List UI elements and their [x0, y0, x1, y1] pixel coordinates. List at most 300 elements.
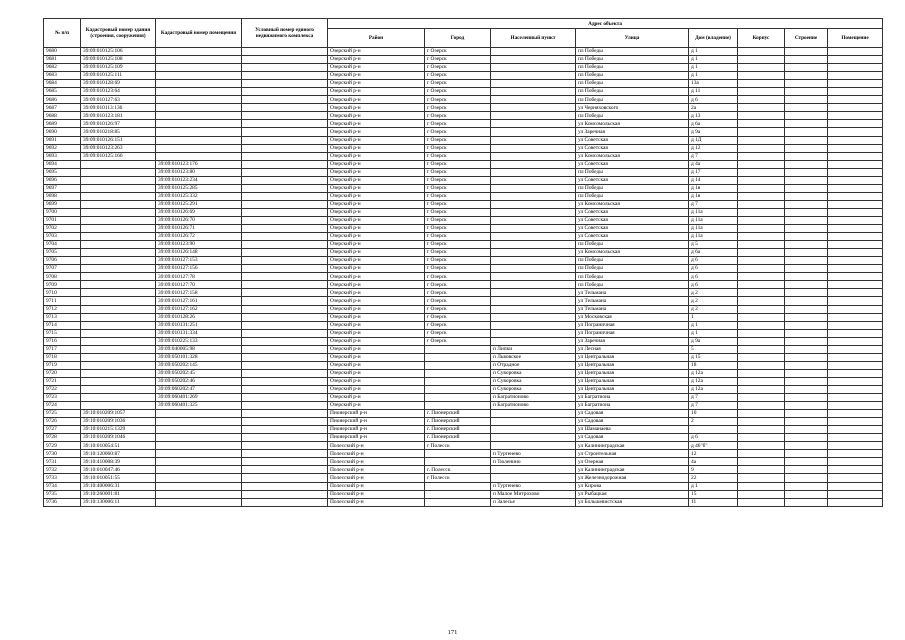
cell-cadastral-room [156, 474, 242, 482]
cell-korpus [738, 490, 785, 498]
cell-conditional-number [242, 281, 328, 289]
cell-conditional-number [242, 265, 328, 273]
table-row [44, 482, 883, 490]
cell-pomeschenie [828, 56, 883, 64]
cell-city [425, 385, 491, 393]
cell-city: г Озерск [425, 329, 491, 337]
cell-conditional-number [242, 305, 328, 313]
cell-cadastral-building [81, 225, 156, 233]
cell-pomeschenie [828, 313, 883, 321]
cell-pomeschenie [828, 88, 883, 96]
cell-cadastral-room: 39:09:010127:156 [156, 265, 242, 273]
cell-cadastral-room [156, 112, 242, 120]
cell-city: г Полесск [425, 474, 491, 482]
cell-cadastral-room: 39:09:010125:332 [156, 192, 242, 200]
cell-stroenie [785, 490, 828, 498]
cell-pomeschenie [828, 450, 883, 458]
cell-cadastral-room [156, 498, 242, 506]
cell-house: д 6 [689, 257, 738, 265]
cell-stroenie [785, 450, 828, 458]
cell-cadastral-room: 39:09:010127:78 [156, 273, 242, 281]
cell-street: ул Большевистская [576, 498, 689, 506]
cell-house: д 11а [689, 233, 738, 241]
cell-cadastral-room: 39:09:060401:325 [156, 402, 242, 410]
cell-house: д 13 [689, 112, 738, 120]
table-row [44, 72, 883, 80]
table-row [44, 225, 883, 233]
cell-stroenie [785, 434, 828, 442]
cell-settlement [491, 56, 576, 64]
cell-settlement [491, 410, 576, 418]
cell-cadastral-building: 39:10:260001:81 [81, 490, 156, 498]
cell-cadastral-room [156, 128, 242, 136]
cell-street: ул Советская [576, 136, 689, 144]
cell-cadastral-building: 39:09:010125:166 [81, 152, 156, 160]
cell-house: д 6 [689, 265, 738, 273]
table-row [44, 498, 883, 506]
cell-pomeschenie [828, 184, 883, 192]
cell-cadastral-room [156, 64, 242, 72]
cell-city [425, 369, 491, 377]
cell-cadastral-room [156, 88, 242, 96]
cell-house: д 7 [689, 200, 738, 208]
cell-pomeschenie [828, 216, 883, 224]
cell-city: г Озерск [425, 281, 491, 289]
cell-cadastral-building [81, 402, 156, 410]
cell-pomeschenie [828, 48, 883, 56]
cell-korpus [738, 273, 785, 281]
cell-stroenie [785, 442, 828, 450]
cell-district: Озерский р-н [328, 241, 425, 249]
cell-num: 9697 [44, 184, 81, 192]
cell-city: г. Пионерский [425, 426, 491, 434]
cell-settlement [491, 329, 576, 337]
cell-stroenie [785, 216, 828, 224]
cell-house: д 4а [689, 160, 738, 168]
cell-settlement [491, 241, 576, 249]
table-row [44, 128, 883, 136]
cell-settlement [491, 160, 576, 168]
cell-korpus [738, 482, 785, 490]
real-estate-register-table [43, 18, 883, 507]
cell-district: Озерский р-н [328, 377, 425, 385]
cell-cadastral-building [81, 361, 156, 369]
cell-city [425, 458, 491, 466]
cell-cadastral-building [81, 249, 156, 257]
cell-city: г Озерск [425, 216, 491, 224]
cell-pomeschenie [828, 208, 883, 216]
cell-city [425, 482, 491, 490]
cell-conditional-number [242, 88, 328, 96]
cell-conditional-number [242, 313, 328, 321]
cell-street: ул Багратиона [576, 402, 689, 410]
cell-conditional-number [242, 241, 328, 249]
cell-street: ул Озерная [576, 458, 689, 466]
cell-num: 9734 [44, 482, 81, 490]
cell-pomeschenie [828, 72, 883, 80]
cell-district: Озерский р-н [328, 120, 425, 128]
cell-conditional-number [242, 394, 328, 402]
cell-house: д 6 [689, 434, 738, 442]
cell-street: ул Советская [576, 144, 689, 152]
cell-street: ул Советская [576, 233, 689, 241]
cell-stroenie [785, 64, 828, 72]
cell-korpus [738, 297, 785, 305]
cell-house: д 1 [689, 64, 738, 72]
cell-conditional-number [242, 498, 328, 506]
cell-conditional-number [242, 474, 328, 482]
cell-settlement: п Суворовка [491, 385, 576, 393]
cell-pomeschenie [828, 136, 883, 144]
table-row [44, 265, 883, 273]
cell-pomeschenie [828, 168, 883, 176]
cell-district: Озерский р-н [328, 402, 425, 410]
cell-cadastral-room: 39:09:010126:148 [156, 249, 242, 257]
table-row [44, 305, 883, 313]
cell-house: 22 [689, 474, 738, 482]
cell-num: 9731 [44, 458, 81, 466]
table-row [44, 345, 883, 353]
cell-house: д 1в [689, 192, 738, 200]
cell-cadastral-building [81, 369, 156, 377]
cell-stroenie [785, 168, 828, 176]
cell-cadastral-room: 39:09:010123:234 [156, 176, 242, 184]
table-row [44, 289, 883, 297]
cell-district: Озерский р-н [328, 289, 425, 297]
cell-street: ул Центральная [576, 353, 689, 361]
cell-pomeschenie [828, 225, 883, 233]
cell-stroenie [785, 225, 828, 233]
cell-settlement [491, 192, 576, 200]
cell-pomeschenie [828, 434, 883, 442]
cell-pomeschenie [828, 442, 883, 450]
cell-house: д 6 [689, 273, 738, 281]
cell-city: г Озерск [425, 265, 491, 273]
cell-district: Озерский р-н [328, 112, 425, 120]
cell-korpus [738, 112, 785, 120]
cell-city: г Озерск [425, 208, 491, 216]
cell-settlement [491, 176, 576, 184]
cell-cadastral-room [156, 426, 242, 434]
cell-conditional-number [242, 321, 328, 329]
cell-num: 9704 [44, 241, 81, 249]
cell-pomeschenie [828, 369, 883, 377]
cell-stroenie [785, 56, 828, 64]
cell-cadastral-room: 39:09:010127:161 [156, 297, 242, 305]
cell-house: д 6 [689, 96, 738, 104]
table-row [44, 249, 883, 257]
cell-num: 9681 [44, 56, 81, 64]
cell-pomeschenie [828, 289, 883, 297]
cell-street: ул Рыбацкая [576, 490, 689, 498]
cell-settlement [491, 249, 576, 257]
cell-num: 9714 [44, 321, 81, 329]
cell-house: 10 [689, 410, 738, 418]
table-row [44, 313, 883, 321]
cell-stroenie [785, 136, 828, 144]
cell-city [425, 402, 491, 410]
cell-settlement [491, 144, 576, 152]
cell-house: 4а [689, 458, 738, 466]
cell-cadastral-room: 39:09:010123:80 [156, 168, 242, 176]
header-settlement: Населенный пункт [491, 29, 576, 48]
cell-conditional-number [242, 289, 328, 297]
table-row [44, 394, 883, 402]
cell-num: 9732 [44, 466, 81, 474]
cell-district: Озерский р-н [328, 329, 425, 337]
cell-house: д 17 [689, 168, 738, 176]
cell-pomeschenie [828, 329, 883, 337]
cell-house: д 1 [689, 329, 738, 337]
cell-korpus [738, 442, 785, 450]
cell-korpus [738, 128, 785, 136]
cell-korpus [738, 305, 785, 313]
cell-stroenie [785, 241, 828, 249]
cell-korpus [738, 418, 785, 426]
cell-stroenie [785, 329, 828, 337]
cell-cadastral-building: 39:09:010125:111 [81, 72, 156, 80]
cell-settlement [491, 200, 576, 208]
table-row [44, 216, 883, 224]
cell-conditional-number [242, 482, 328, 490]
cell-settlement [491, 88, 576, 96]
cell-district: Озерский р-н [328, 144, 425, 152]
cell-house: д 12а [689, 369, 738, 377]
cell-pomeschenie [828, 402, 883, 410]
cell-street: ул Советская [576, 160, 689, 168]
table-row [44, 273, 883, 281]
cell-city: г Озерск [425, 128, 491, 136]
cell-settlement: п Львовское [491, 353, 576, 361]
cell-settlement [491, 289, 576, 297]
cell-conditional-number [242, 216, 328, 224]
cell-house: 9 [689, 466, 738, 474]
cell-district: Озерский р-н [328, 184, 425, 192]
cell-street: ул Советская [576, 225, 689, 233]
cell-stroenie [785, 281, 828, 289]
cell-cadastral-room: 39:09:010123:90 [156, 241, 242, 249]
cell-district: Озерский р-н [328, 208, 425, 216]
cell-conditional-number [242, 192, 328, 200]
cell-city: г. Пионерский [425, 410, 491, 418]
cell-pomeschenie [828, 337, 883, 345]
cell-city: г. Пионерский [425, 418, 491, 426]
cell-house: д 9а [689, 128, 738, 136]
cell-cadastral-room [156, 458, 242, 466]
cell-num: 9715 [44, 329, 81, 337]
page-number: 171 [447, 629, 458, 636]
cell-settlement [491, 233, 576, 241]
cell-stroenie [785, 474, 828, 482]
cell-cadastral-room [156, 410, 242, 418]
cell-pomeschenie [828, 80, 883, 88]
cell-cadastral-room: 39:09:060401:269 [156, 394, 242, 402]
register-sheet [43, 18, 882, 507]
cell-conditional-number [242, 353, 328, 361]
cell-cadastral-building: 39:10:010215:1329 [81, 426, 156, 434]
cell-house: 2 [689, 418, 738, 426]
cell-num: 9685 [44, 88, 81, 96]
cell-stroenie [785, 498, 828, 506]
cell-district: Озерский р-н [328, 321, 425, 329]
cell-street: ул Комсомольская [576, 200, 689, 208]
cell-street: пл Победы [576, 257, 689, 265]
cell-street: ул Заречная [576, 128, 689, 136]
cell-settlement [491, 297, 576, 305]
cell-conditional-number [242, 112, 328, 120]
cell-cadastral-building [81, 192, 156, 200]
cell-num: 9703 [44, 233, 81, 241]
cell-conditional-number [242, 184, 328, 192]
cell-num: 9690 [44, 128, 81, 136]
cell-conditional-number [242, 257, 328, 265]
cell-city: г Озерск [425, 337, 491, 345]
cell-korpus [738, 345, 785, 353]
cell-settlement: п Залесье [491, 498, 576, 506]
cell-district: Полесский р-н [328, 474, 425, 482]
cell-settlement [491, 216, 576, 224]
cell-street: ул Комсомольская [576, 120, 689, 128]
cell-conditional-number [242, 329, 328, 337]
cell-stroenie [785, 192, 828, 200]
cell-korpus [738, 225, 785, 233]
cell-conditional-number [242, 200, 328, 208]
cell-num: 9729 [44, 442, 81, 450]
cell-cadastral-building [81, 241, 156, 249]
cell-city [425, 353, 491, 361]
cell-city: г Озерск [425, 241, 491, 249]
cell-district: Полесский р-н [328, 490, 425, 498]
cell-district: Озерский р-н [328, 265, 425, 273]
cell-city: г Озерск [425, 72, 491, 80]
cell-stroenie [785, 257, 828, 265]
cell-street: ул Центральная [576, 377, 689, 385]
cell-district: Полесский р-н [328, 442, 425, 450]
cell-conditional-number [242, 369, 328, 377]
cell-num: 9682 [44, 64, 81, 72]
cell-pomeschenie [828, 482, 883, 490]
cell-conditional-number [242, 96, 328, 104]
cell-stroenie [785, 80, 828, 88]
cell-cadastral-room: 39:09:010225:133 [156, 337, 242, 345]
cell-district: Озерский р-н [328, 305, 425, 313]
cell-conditional-number [242, 136, 328, 144]
table-row [44, 152, 883, 160]
cell-num: 9707 [44, 265, 81, 273]
cell-num: 9719 [44, 361, 81, 369]
cell-street: пл Победы [576, 184, 689, 192]
cell-city [425, 490, 491, 498]
cell-district: Озерский р-н [328, 104, 425, 112]
cell-settlement [491, 257, 576, 265]
table-row [44, 442, 883, 450]
cell-district: Озерский р-н [328, 345, 425, 353]
cell-pomeschenie [828, 361, 883, 369]
cell-house: д 1 [689, 321, 738, 329]
cell-city: г Озерск [425, 257, 491, 265]
cell-korpus [738, 216, 785, 224]
cell-conditional-number [242, 426, 328, 434]
cell-cadastral-building [81, 176, 156, 184]
cell-house: д 1Д [689, 136, 738, 144]
cell-district: Полесский р-н [328, 466, 425, 474]
cell-num: 9721 [44, 377, 81, 385]
cell-pomeschenie [828, 249, 883, 257]
cell-cadastral-room: 39:09:010127:162 [156, 305, 242, 313]
cell-city: г Озерск [425, 200, 491, 208]
table-row [44, 168, 883, 176]
table-row [44, 474, 883, 482]
table-row [44, 410, 883, 418]
cell-cadastral-room: 39:09:050202:145 [156, 361, 242, 369]
cell-korpus [738, 281, 785, 289]
cell-pomeschenie [828, 345, 883, 353]
cell-cadastral-room: 39:09:060202:47 [156, 385, 242, 393]
cell-street: пл Победы [576, 56, 689, 64]
cell-house: д 1в [689, 184, 738, 192]
cell-settlement [491, 418, 576, 426]
cell-street: ул Пограничная [576, 329, 689, 337]
cell-pomeschenie [828, 321, 883, 329]
cell-street: ул Черняховского [576, 104, 689, 112]
table-row [44, 361, 883, 369]
cell-cadastral-room [156, 136, 242, 144]
cell-cadastral-room: 39:09:010127:70 [156, 281, 242, 289]
cell-house: д 12а [689, 377, 738, 385]
cell-house: д 2 [689, 289, 738, 297]
header-cadastral-room: Кадастровый номер помещения [156, 19, 242, 48]
cell-house [689, 426, 738, 434]
cell-settlement [491, 152, 576, 160]
cell-district: Озерский р-н [328, 249, 425, 257]
cell-street: ул Тельмана [576, 305, 689, 313]
cell-conditional-number [242, 402, 328, 410]
cell-korpus [738, 152, 785, 160]
cell-num: 9718 [44, 353, 81, 361]
table-header-row [44, 19, 883, 29]
cell-pomeschenie [828, 265, 883, 273]
cell-cadastral-building: 39:09:010123:263 [81, 144, 156, 152]
cell-cadastral-room [156, 442, 242, 450]
cell-pomeschenie [828, 112, 883, 120]
cell-cadastral-room: 39:09:010127:158 [156, 289, 242, 297]
cell-settlement [491, 442, 576, 450]
cell-num: 9725 [44, 410, 81, 418]
cell-korpus [738, 176, 785, 184]
cell-cadastral-building: 39:10:010047:46 [81, 466, 156, 474]
cell-settlement [491, 80, 576, 88]
cell-korpus [738, 361, 785, 369]
cell-district: Полесский р-н [328, 450, 425, 458]
cell-conditional-number [242, 450, 328, 458]
cell-street: ул Тельмана [576, 289, 689, 297]
cell-house: д 11а [689, 216, 738, 224]
cell-street: пл Победы [576, 64, 689, 72]
cell-settlement [491, 104, 576, 112]
cell-cadastral-building: 39:10:010051:55 [81, 474, 156, 482]
cell-district: Озерский р-н [328, 80, 425, 88]
cell-city: г Озерск [425, 289, 491, 297]
cell-district: Озерский р-н [328, 281, 425, 289]
cell-cadastral-building: 39:10:010054:51 [81, 442, 156, 450]
cell-city: г Озерск [425, 233, 491, 241]
cell-settlement [491, 208, 576, 216]
cell-cadastral-building: 39:09:010125:109 [81, 64, 156, 72]
table-row [44, 104, 883, 112]
cell-street: пл Победы [576, 80, 689, 88]
cell-stroenie [785, 289, 828, 297]
cell-district: Полесский р-н [328, 498, 425, 506]
